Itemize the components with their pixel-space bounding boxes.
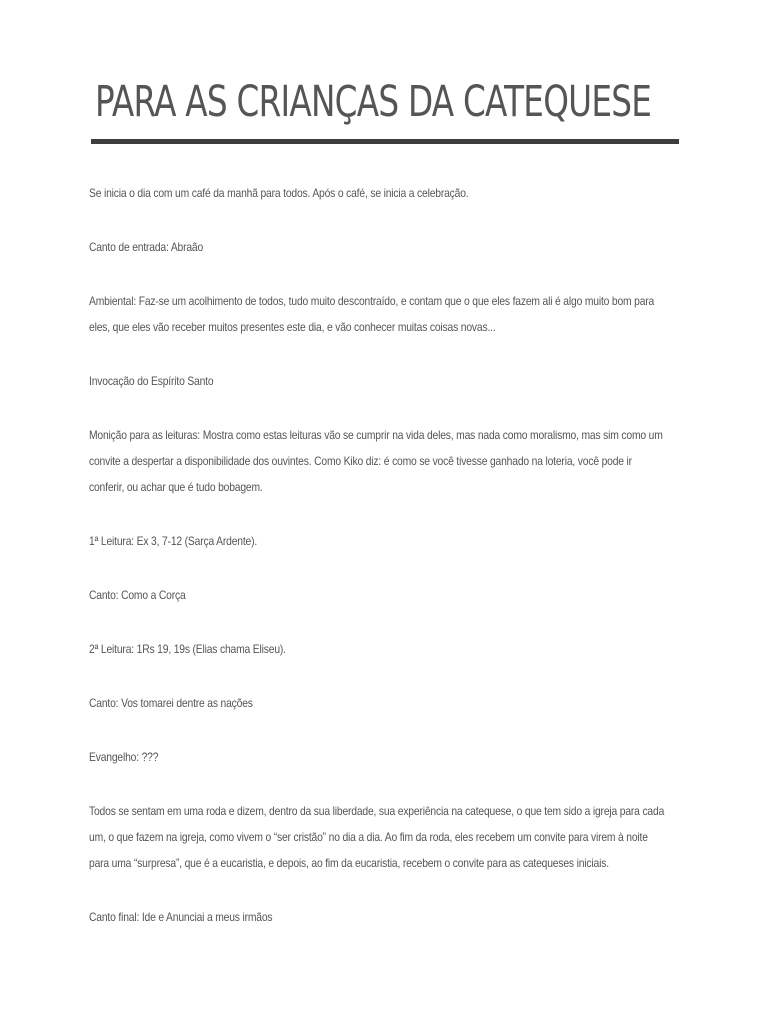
paragraph-line: um, o que fazem na igreja, como vivem o “ser cristão” no dia a dia. Ao fim da roda, eles recebem um convite para virem à noite [89, 830, 648, 844]
document-body [89, 180, 679, 930]
paragraph-ambiental [89, 288, 679, 340]
paragraph-line: Invocação do Espírito Santo [89, 374, 214, 388]
paragraph-line: Canto: Vos tomarei dentre as nações [89, 696, 253, 710]
paragraph-line: Todos se sentam em uma roda e dizem, dentro da sua liberdade, sua experiência na catequese, o que tem sido a igreja para cada [89, 804, 665, 818]
paragraph-line: Evangelho: ??? [89, 750, 159, 764]
paragraph-monicao [89, 422, 679, 500]
paragraph-line: Canto de entrada: Abraão [89, 240, 204, 254]
paragraph-canto-entrada [89, 234, 679, 260]
title-underline [91, 139, 679, 144]
paragraph-primeira-leitura [89, 528, 679, 554]
paragraph-intro [89, 180, 679, 206]
paragraph-line: Se inicia o dia com um café da manhã para todos. Após o café, se inicia a celebração. [89, 186, 469, 200]
paragraph-canto-1 [89, 582, 679, 608]
paragraph-line: 1ª Leitura: Ex 3, 7-12 (Sarça Ardente). [89, 534, 258, 548]
paragraph-line: eles, que eles vão receber muitos presentes este dia, e vão conhecer muitas coisas novas... [89, 320, 496, 334]
paragraph-segunda-leitura [89, 636, 679, 662]
paragraph-line: Ambiental: Faz-se um acolhimento de todos, tudo muito descontraído, e contam que o que eles fazem ali é algo muito bom para [89, 294, 655, 308]
paragraph-line: para uma “surpresa”, que é a eucaristia, e depois, ao fim da eucaristia, recebem o convite para as catequeses iniciais. [89, 856, 609, 870]
paragraph-canto-final [89, 904, 679, 930]
paragraph-evangelho [89, 744, 679, 770]
paragraph-canto-2 [89, 690, 679, 716]
paragraph-line: Canto: Como a Corça [89, 588, 186, 602]
paragraph-line: conferir, ou achar que é tudo bobagem. [89, 480, 263, 494]
paragraph-invocacao [89, 368, 679, 394]
paragraph-line: Canto final: Ide e Anunciai a meus irmãos [89, 910, 273, 924]
page-title: PARA AS CRIANÇAS DA CATEQUESE [95, 77, 652, 127]
paragraph-line: 2ª Leitura: 1Rs 19, 19s (Elias chama Eliseu). [89, 642, 286, 656]
paragraph-line: convite a despertar a disponibilidade dos ouvintes. Como Kiko diz: é como se você tivesse ganhado na loteria, você pode ir [89, 454, 632, 468]
paragraph-roda [89, 798, 679, 876]
paragraph-line: Monição para as leituras: Mostra como estas leituras vão se cumprir na vida deles, mas nada como moralismo, mas sim como um [89, 428, 663, 442]
